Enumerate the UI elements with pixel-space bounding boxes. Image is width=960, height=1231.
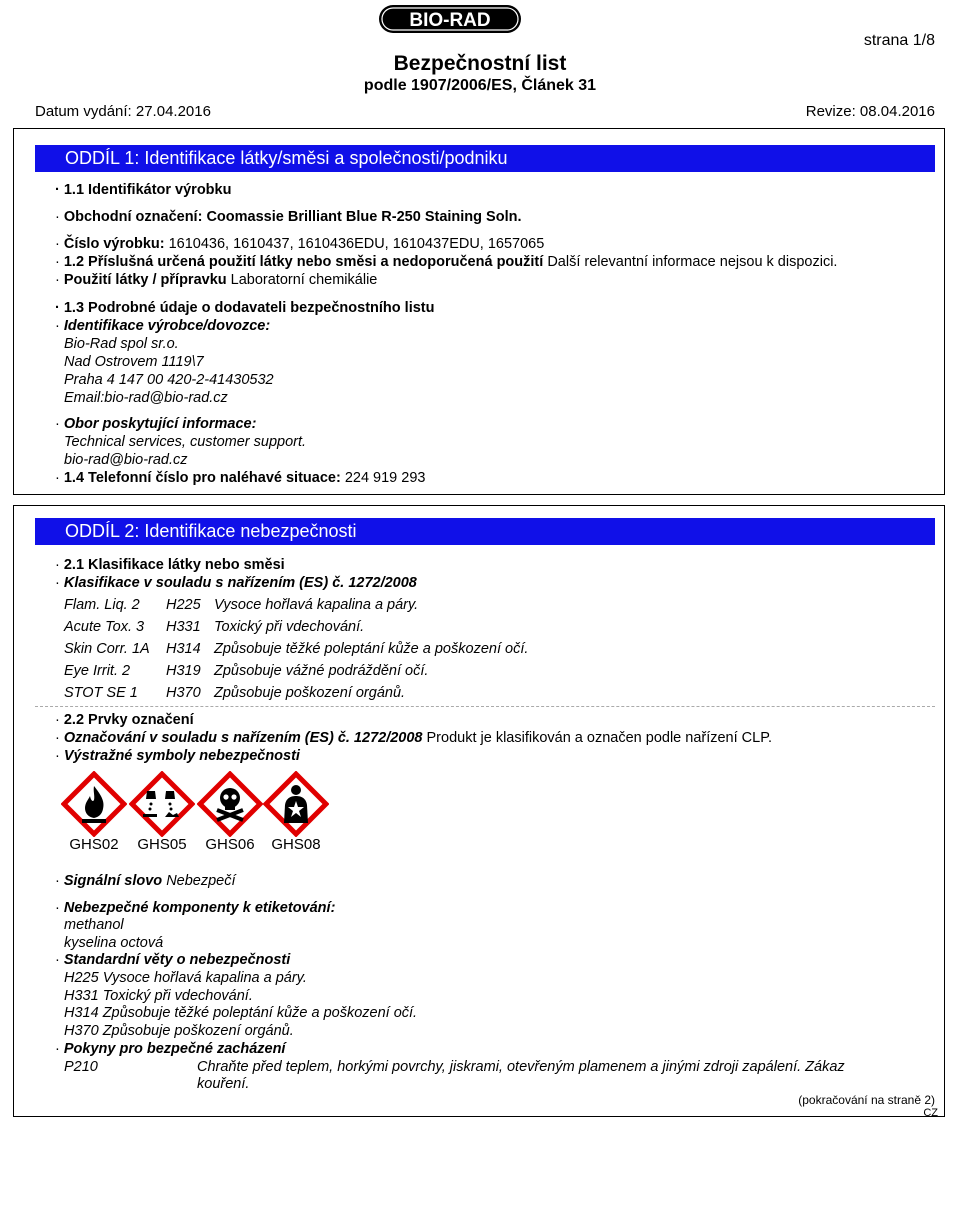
h-statements-label: · Standardní věty o nebezpečnosti	[55, 952, 291, 968]
revision-date: Revize: 08.04.2016	[805, 103, 935, 120]
address-line: Nad Ostrovem 1119\7	[64, 354, 204, 370]
info-line: Technical services, customer support.	[64, 434, 307, 450]
class-text: Vysoce hořlavá kapalina a páry.	[214, 597, 419, 613]
p-statements-label: · Pokyny pro bezpečné zacházení	[55, 1041, 286, 1057]
pictograms-label: · Výstražné symboly nebezpečnosti	[55, 748, 300, 764]
class-category: Eye Irrit. 2	[64, 663, 131, 679]
p-statement-text: kouření.	[197, 1076, 250, 1092]
language-code: CZ	[923, 1107, 938, 1119]
signal-word: · Signální slovo Nebezpečí	[55, 873, 236, 889]
svg-text:BIO-RAD: BIO-RAD	[409, 10, 491, 31]
manufacturer-label: · Identifikace výrobce/dovozce:	[55, 318, 271, 334]
substance-use: · Použití látky / přípravku Laboratorní chemikálie	[55, 272, 378, 288]
components-label: · Nebezpečné komponenty k etiketování:	[55, 900, 336, 916]
class-text: Toxický při vdechování.	[214, 619, 365, 635]
class-h-code: H225	[166, 597, 201, 613]
pictogram-label: GHS05	[137, 836, 187, 853]
ghs02-flame-icon	[61, 771, 127, 837]
p-statement-text: Chraňte před teplem, horkými povrchy, jiskrami, otevřeným plamenem a jinými zdroji zapálení. Zákaz	[197, 1059, 845, 1075]
issue-date: Datum vydání: 27.04.2016	[35, 103, 211, 120]
info-label: · Obor poskytující informace:	[55, 416, 257, 432]
bio-rad-logo	[378, 4, 522, 34]
class-category: Acute Tox. 3	[64, 619, 145, 635]
product-number: · Číslo výrobku: 1610436, 1610437, 1610436EDU, 1610437EDU, 1657065	[55, 236, 545, 252]
section-1-3: · 1.3 Podrobné údaje o dodavateli bezpečnostního listu	[55, 300, 435, 316]
class-text: Způsobuje poškození orgánů.	[214, 685, 406, 701]
class-text: Způsobuje těžké poleptání kůže a poškození očí.	[214, 641, 529, 657]
h-statement: H314 Způsobuje těžké poleptání kůže a poškození očí.	[64, 1005, 418, 1021]
class-h-code: H314	[166, 641, 201, 657]
address-line: Bio-Rad spol sr.o.	[64, 336, 179, 352]
section-1-1: · 1.1 Identifikátor výrobku	[55, 182, 232, 198]
component-item: methanol	[64, 917, 124, 933]
h-statement: H225 Vysoce hořlavá kapalina a páry.	[64, 970, 307, 986]
h-statement: H331 Toxický při vdechování.	[64, 988, 253, 1004]
p-statement-code: P210	[64, 1059, 98, 1075]
ghs08-health-hazard-icon	[263, 771, 329, 837]
divider	[35, 706, 935, 707]
pictogram-label: GHS06	[205, 836, 255, 853]
address-email: Email:bio-rad@bio-rad.cz	[64, 390, 228, 406]
class-h-code: H331	[166, 619, 201, 635]
section-2-2: · 2.2 Prvky označení	[55, 712, 194, 728]
document-subtitle: podle 1907/2006/ES, Článek 31	[363, 77, 597, 94]
continued-note: (pokračování na straně 2)	[798, 1093, 935, 1107]
class-category: STOT SE 1	[64, 685, 138, 701]
class-text: Způsobuje vážné podráždění očí.	[214, 663, 429, 679]
document-title: Bezpečnostní list	[393, 52, 567, 75]
class-category: Skin Corr. 1A	[64, 641, 150, 657]
class-category: Flam. Liq. 2	[64, 597, 140, 613]
section-1-heading: ODDÍL 1: Identifikace látky/směsi a společnosti/podniku	[35, 145, 935, 172]
component-item: kyselina octová	[64, 935, 164, 951]
section-2-heading: ODDÍL 2: Identifikace nebezpečnosti	[35, 518, 935, 545]
section-2-1: · 2.1 Klasifikace látky nebo směsi	[55, 557, 285, 573]
section-1-2: · 1.2 Příslušná určená použití látky nebo směsi a nedoporučená použití Další relevantní informace nejsou k dispozici.	[55, 254, 838, 270]
ghs05-corrosion-icon	[129, 771, 195, 837]
trade-name: · Obchodní označení: Coomassie Brilliant Blue R-250 Staining Soln.	[55, 209, 522, 225]
emergency-phone: · 1.4 Telefonní číslo pro naléhavé situace: 224 919 293	[55, 470, 426, 486]
ghs06-skull-icon	[197, 771, 263, 837]
pictogram-label: GHS02	[69, 836, 119, 853]
labelling: · Označování v souladu s nařízením (ES) č. 1272/2008 Produkt je klasifikován a označen podle nařízení CLP.	[55, 730, 773, 746]
h-statement: H370 Způsobuje poškození orgánů.	[64, 1023, 294, 1039]
page-number: strana 1/8	[863, 32, 935, 49]
pictogram-label: GHS08	[271, 836, 321, 853]
class-h-code: H319	[166, 663, 201, 679]
info-email: bio-rad@bio-rad.cz	[64, 452, 188, 468]
clp-classification-label: · Klasifikace v souladu s nařízením (ES) č. 1272/2008	[55, 575, 417, 591]
class-h-code: H370	[166, 685, 201, 701]
address-line: Praha 4 147 00 420-2-41430532	[64, 372, 274, 388]
